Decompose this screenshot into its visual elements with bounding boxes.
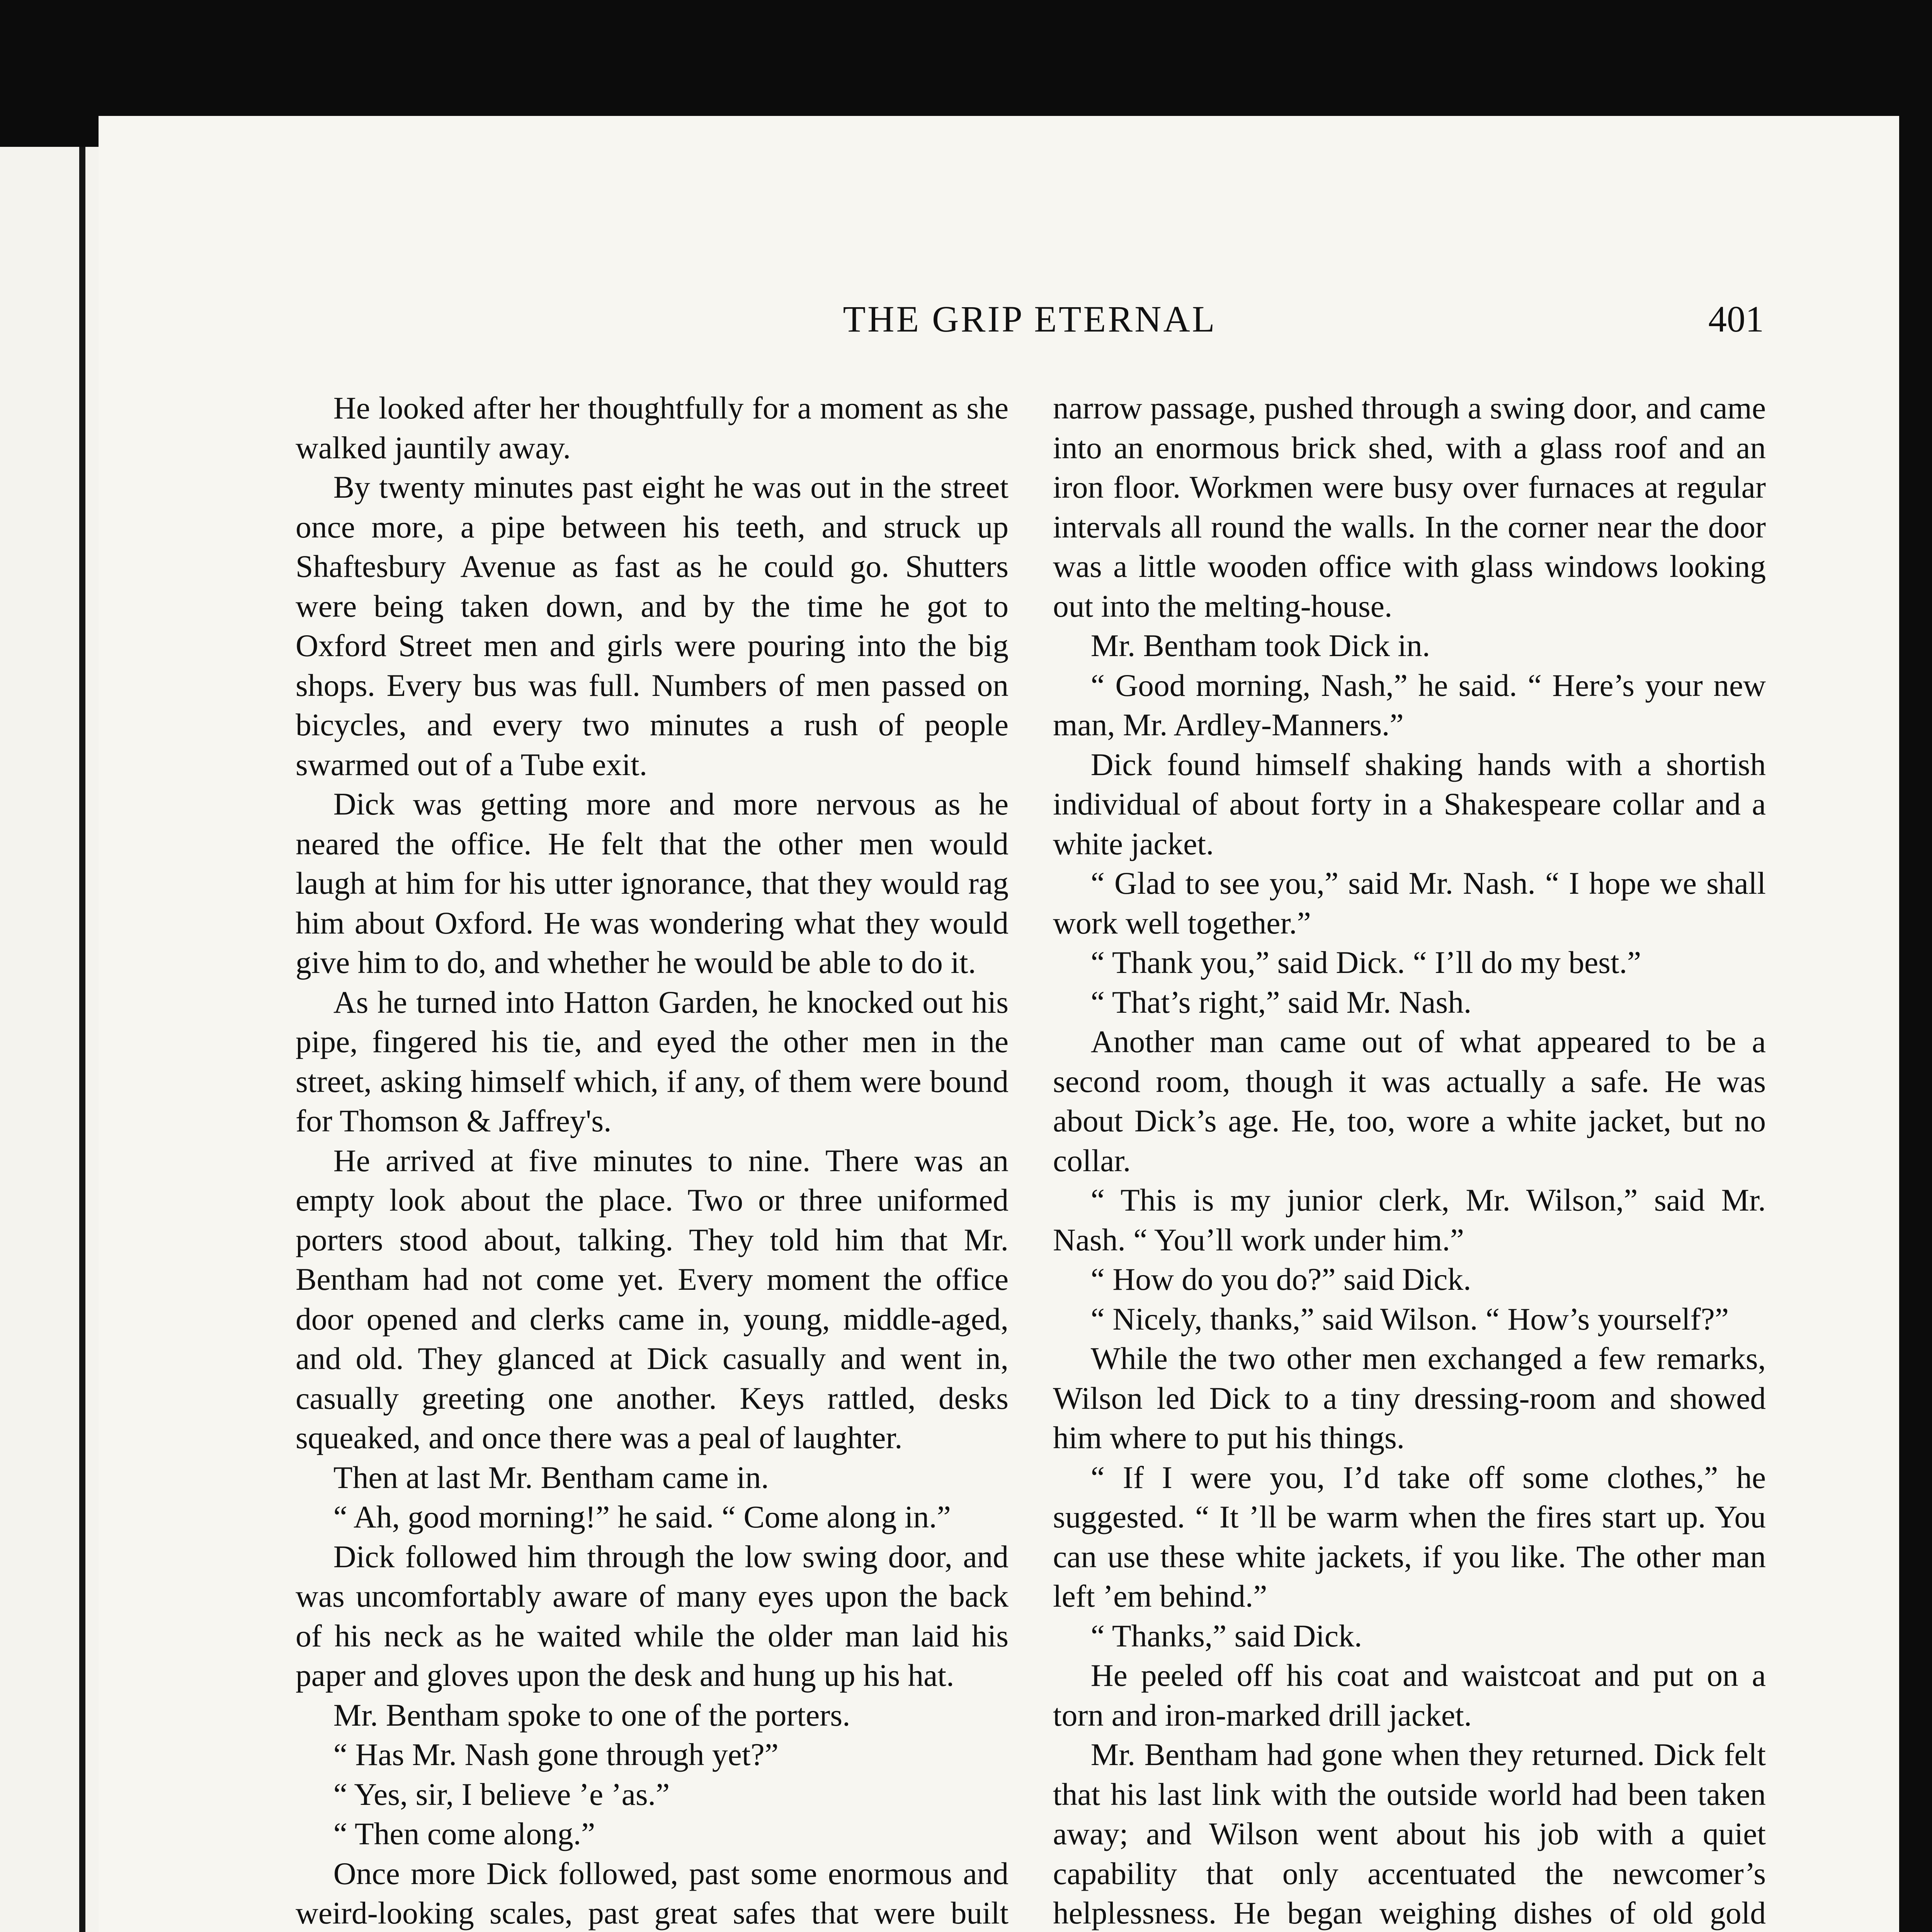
running-title: THE GRIP ETERNAL [843, 298, 1217, 340]
left-text-column [296, 388, 1009, 1932]
paragraph: Mr. Bentham took Dick in. [1090, 628, 1430, 663]
paragraph: “ This is my junior clerk, Mr. Wilson,” said Mr. Nash. “ You’ll work under him.” [1053, 1182, 1766, 1257]
binding-shadow [79, 147, 85, 1932]
paragraph: “ Nicely, thanks,” said Wilson. “ How’s yourself?” [1090, 1301, 1729, 1337]
paragraph: “ Then come along.” [333, 1816, 595, 1851]
paragraph: He arrived at five minutes to nine. There was an empty look about the place. Two or three uniformed porters stood about, talking. They told him that Mr. Bentham had not come yet. Every moment the office door opened and clerks came in, young, middle-aged, and old. They glanced at Dick casually and went in, casually greeting one another. Keys rattled, desks squeaked, and once there was a peal of laughter. [296, 1143, 1009, 1455]
page-number: 401 [1708, 298, 1764, 340]
paragraph: Dick was getting more and more nervous as he neared the office. He felt that the other men would laugh at him for his utter ignorance, that they would rag him about Oxford. He was wondering what they would give him to do, and whether he would be able to do it. [296, 786, 1009, 980]
paragraph: Then at last Mr. Bentham came in. [333, 1459, 769, 1495]
paragraph: narrow passage, pushed through a swing door, and came into an enormous brick shed, with a glass roof and an iron floor. Workmen were busy over furnaces at regular intervals all round the walls. In the corner near the door was a little wooden office with glass windows looking out into the melting-house. [1053, 390, 1766, 624]
page-header [296, 298, 1764, 348]
paragraph: While the two other men exchanged a few remarks, Wilson led Dick to a tiny dressing-room and showed him where to put his things. [1053, 1341, 1766, 1455]
paragraph: Dick found himself shaking hands with a shortish individual of about forty in a Shakespeare collar and a white jacket. [1053, 747, 1766, 861]
paragraph: Dick followed him through the low swing door, and was uncomfortably aware of many eyes upon the back of his neck as he waited while the older man laid his paper and gloves upon the desk and hung up his hat. [296, 1539, 1009, 1693]
paragraph: “ How do you do?” said Dick. [1090, 1262, 1471, 1297]
paragraph: Another man came out of what appeared to be a second room, though it was actually a safe. He was about Dick’s age. He, too, wore a white jacket, but no collar. [1053, 1024, 1766, 1178]
paragraph: By twenty minutes past eight he was out in the street once more, a pipe between his teeth, and struck up Shaftesbury Avenue as fast as he could go. Shutters were being taken down, and by the time he got to Oxford Street men and girls were pouring into the big shops. Every bus was full. Numbers of men passed on bicycles, and every two minutes a rush of people swarmed out of a Tube exit. [296, 469, 1009, 782]
paragraph: “ Yes, sir, I believe ’e ’as.” [333, 1776, 670, 1812]
paragraph: Once more Dick followed, past some enormous and weird-looking scales, past great safes that were built [296, 1855, 1009, 1930]
paragraph: He looked after her thoughtfully for a moment as she walked jauntily away. [296, 390, 1009, 465]
paragraph: “ Good morning, Nash,” he said. “ Here’s your new man, Mr. Ardley-Manners.” [1053, 667, 1766, 742]
right-text-column [1053, 388, 1766, 1932]
paragraph: “ Thanks,” said Dick. [1090, 1618, 1362, 1653]
paragraph: “ Thank you,” said Dick. “ I’ll do my best.” [1090, 945, 1641, 980]
paragraph: As he turned into Hatton Garden, he knocked out his pipe, fingered his tie, and eyed the other men in the street, asking himself which, if any, of them were bound for Thomson & Jaffrey's. [296, 984, 1009, 1138]
paragraph: Mr. Bentham had gone when they returned. Dick felt that his last link with the outside world had been taken away; and Wilson went about his job with a quiet capability that only accentuated the newcomer’s helplessness. He began weighing dishes of old gold [1053, 1737, 1766, 1930]
paragraph: “ That’s right,” said Mr. Nash. [1090, 984, 1472, 1020]
paragraph: “ Ah, good morning!” he said. “ Come along in.” [333, 1499, 951, 1534]
paragraph: “ If I were you, I’d take off some clothes,” he suggested. “ It ’ll be warm when the fires start up. You can use these white jackets, if you like. The other man left ’em behind.” [1053, 1459, 1766, 1614]
paragraph: “ Has Mr. Nash gone through yet?” [333, 1737, 779, 1772]
paragraph: He peeled off his coat and waistcoat and put on a torn and iron-marked drill jacket. [1053, 1658, 1766, 1733]
paragraph: “ Glad to see you,” said Mr. Nash. “ I hope we shall work well together.” [1053, 866, 1766, 940]
paragraph: Mr. Bentham spoke to one of the porters. [333, 1697, 850, 1733]
